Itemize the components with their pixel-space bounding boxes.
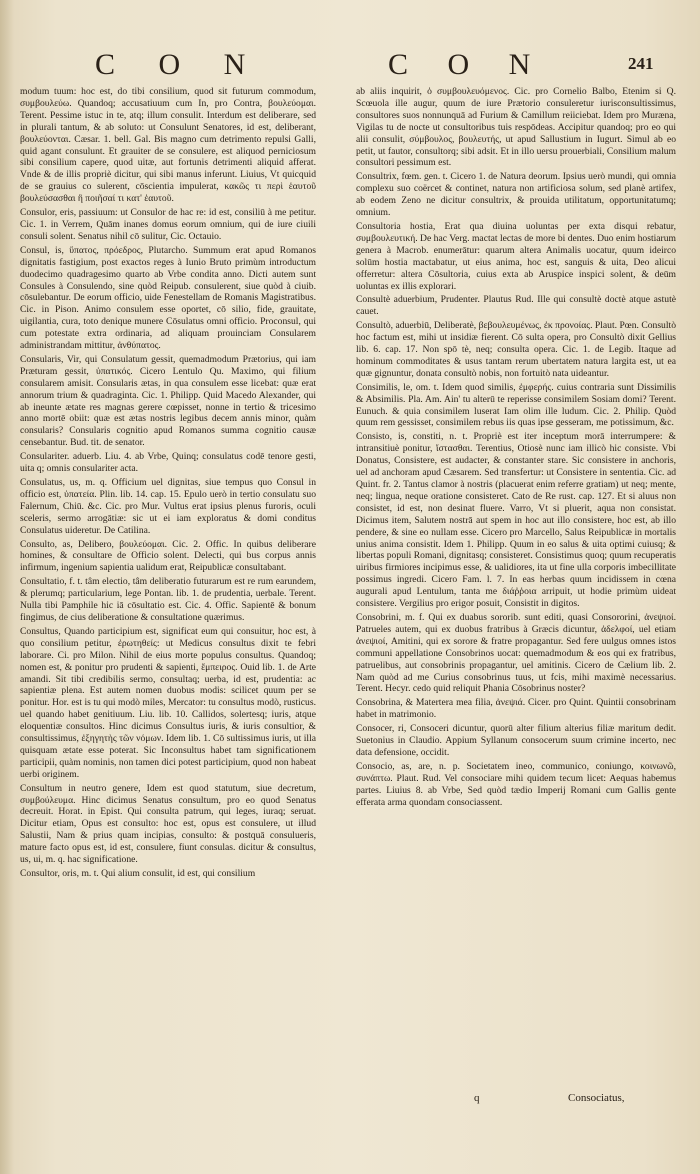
dictionary-entry: modum tuum: hoc est, do tibi consilium, quod sit futurum commodum, συμβουλεύω. Quandoq; accusatiuum cum In, pro Contra, βουλεύομαι. Terent. Pessime istuc in te, atq; illum consulit. Interdum est deliberare, sed in plurali tantum, & ab soluto: ut Consulunt Senatores, id est, deliberant, βουλεύονται. Cæsar. 1. bell. Gal. Bis magno cum detrimento repulsi Galli, quid agant consulunt. Et grauiter de se consulere, est aliquod perniciosum sibi consilium capere, quod uitæ, aut fortunis detrimenti aliquid afferat. Vnde & de illis propriè dicitur, qui sibi manus inferunt. Liuius, Vt quicquid de se grauius co sulerent, cōscientia impulerat, κακῶς τι περὶ ἑαυτοῦ βουλεύσασθαι ἢ ποιῆσαί τι κατ' ἑαυτοῦ. (20, 86, 316, 205)
dictionary-entry: Consultus, Quando participium est, significat eum qui consuitur, hoc est, à quo consilium petitur, ἐρωτηθείς: ut Medicus consultus dixit te febri laborare. Ci. pro Milon. Nihil de eius morte populus consultus. Quandoq; nomen est, & ponitur pro prudenti & sapienti, ἔμπειρος. Ouid lib. 1. de Arte amandi. Sit tibi credibilis sermo, consultaq; uerba, id est, prudentia: ac sapientiæ plena. Est autem nomen duobus modis: scilicet quum per se ponitur. Hor. est is tu qui modò miles, Mercator: tu consultus modò, rusticus. uel quando habet genitiuum. Liu. lib. 10. Callidos, solertesq; iuris, atque eloquentiæ consultos. Hinc dicimus Consultus iuris, & iuris consultior, & consultissimus, ἐξηγητὴς τῶν νόμων. Idem lib. 1. Cō sultissimus iuris, ut illa quisquam ætate esse poterat. Sic Inconsultus habet tam significationem participii, quàm nominis, non tamen dici potest participium, quod non habeat uerbi originem. (20, 625, 316, 780)
dictionary-entry: Consultrix, fœm. gen. t. Cicero 1. de Natura deorum. Ipsius uerò mundi, qui omnia complexu suo coërcet & continet, natura non artificiosa solum, sed planè artifex, ab eodem Zeno ne dicitur consultrix, & prouida utilitatum, opportunitatumq; omnium. (356, 171, 676, 219)
dictionary-entry: Consultò, aduerbiū, Deliberatè, βεβουλευμένως, ἐκ προνοίας. Plaut. Pœn. Consultò hoc factum est, mihi ut insidiæ fierent. Cō sulta opera, pro Consultò dixit Gellius lib. 6. cap. 17. Non spō tè, neq; consulta opera. Cic. 1. de Legib. Itaque ad hominum commoditates & usus tantam rerum ubertatem natura largita est, ut ea quæ gignuntur, donata consultò nobis, non fortuitò nata uideantur. (356, 320, 676, 379)
dictionary-entry: Consisto, is, constiti, n. t. Propriè est iter inceptum morā interrumpere: & intransitiuè ponitur, ἵστασθαι. Terentius, Otiosè nunc iam illicò hic consiste. Vbi Donatus, Consistere, est audacter, & constanter stare. Sic consistere in anchoris, uel ad anchoram apud Cæsarem. Sed transfertur: ut Consistere in sententia. Cic. ad Quint. fr. 2. Tantus clamor à nostris (placuerat enim referre gratiam) ut neq; mente, neq; lingua, neque oratione consisteret. Cato de Re rust. cap. 127. Et si aluus non consistet, id est, non desinat fluere. Varro, Vt si pluerit, aqua non consistat. Dicimus item, Salutem nostrā aut spem in hoc aut illo consistere, hoc est, ab illo pendere, & sine eo nullam esse. Cicero pro Marcello, Salus Reipublicæ in mortalis unius anima consistit. Idem 1. Philipp. Quum in eo salus & uita optimi cuiusq; & libertas populi Romani, dignitasq; consisteret. Consistimus quoq; quum recuperatis uiribus firmiores incipimus esse, & ualidiores, ita ut fine ulla corporis imbecillitate possimus ingredi. Cicero Fam. l. 7. In eas herbas quum incidissem in cœna augurali apud Lentulum, tanta me διάῤῥοια arripuit, ut hodie primùm uideat consistere. Vergilius pro erigor posuit, Consistit in digitos. (356, 431, 676, 610)
dictionary-entry: Consulto, as, Delibero, βουλεύομαι. Cic. 2. Offic. In quibus deliberare homines, & consultare de Officio solent. Delecti, qui bus corpus annis infirmum, ingenium sapientia ualidum erat, Reipublicæ consultabant. (20, 538, 316, 574)
right-column (356, 86, 676, 1096)
catchword: Consociatus, (568, 1092, 625, 1104)
left-column (20, 86, 316, 1156)
dictionary-entry: Consultoria hostia, Erat qua diuina uoluntas per exta disqui rebatur, συμβουλευτική. De hac Verg. mactat lectas de more bi dentes. Duo enim hostiarum genera à Macrob. enumerātur: quarum altera Animalis uocatur, quum ideirco solūm hostia mactabatur, ut eius anima, hoc est, sanguis & uita, Deo alicui offerretur: altera Cōsultoria, cuius exta ab Aruspice inspici solent, & deūm uoluntas ex illis explorari. (356, 220, 676, 292)
dictionary-entry: Consultor, oris, m. t. Qui alium consulit, id est, qui consilium (20, 868, 256, 879)
dictionary-entry: Consocio, as, are, n. p. Societatem ineo, communico, coniungo, κοινωνῶ, συνάπτω. Plaut. Rud. Vel consociare mihi quidem tecum licet: Aequas habemus partes. Liuius 8. ab Vrbe, Sed quòd tædio Imperij Romani cum Gallis gente efferata arma quondam consociassent. (356, 760, 676, 808)
page-number: 241 (628, 54, 654, 73)
running-header (0, 48, 700, 84)
signature-mark: q (474, 1092, 480, 1104)
page-footer (356, 1092, 676, 1108)
header-left-title: C O N (95, 48, 264, 81)
dictionary-entry: Consocer, ri, Consoceri dicuntur, quorū alter filium alterius filiæ maritum dedit. Suetonius in Claudio. Appium Syllanum consocerum suum crimine incerto, nec data defensione, occidit. (356, 723, 676, 758)
dictionary-entry: Consularis, Vir, qui Consulatum gessit, quemadmodum Prætorius, qui iam Præturam gessit, ὑπατικός. Cicero Lentulo Qu. Maximo, qui filium consularem amisit. Consularis ætas, in qua consulem esse licebat: quæ erat annorum trium & quadraginta. Cic. 1. Philipp. Quid Macedo Alexander, qui ab ineunte ætate res magnas gerere cœpisset, nonne in tertio & tricesimo anno mortē obiit: quæ est ætas nostris legibus decem annis minor, quàm consularis? Consularis cognitio apud Romanos summa cognitio causæ censebantur. Bud. tit. de senator. (20, 353, 316, 449)
dictionary-entry: Consultum in neutro genere, Idem est quod statutum, siue decretum, συμβούλευμα. Hinc dicimus Senatus consultum, pro eo quod Senatus decreuit. Horat. in Epist. Qui consulta patrum, qui leges, iuraq; seruat. Dicitur etiam, Opus est consulto: hoc est, opus est consulere, ut illud Salustii, Nam & prius quam incipias, consulto: & postquā consulueris, mature facto opus est, id est, consulere, fiunt consulas. dicitur & consultus, us, ui, m. q. hac significatione. (20, 782, 316, 866)
page-gutter-shadow (0, 0, 14, 1174)
dictionary-entry: ab aliis inquirit, ὁ συμβουλευόμενος. Cic. pro Cornelio Balbo, Etenim si Q. Scœuola ille augur, quum de iure Prætorio consuleretur iurisconsultissimus, consultores suos nonnunquā ad Furium & Camillum reiiciebat. Idem pro Muræna, Vigilas tu de nocte ut consultoribus tuis respōdeas. Accipitur quandoq; pro eo qui alii consulit, σύμβουλος, βουλευτής, ut apud Sallustium in Iugurt. Simul ab eo petit, ut fautor, consultorq; sibi adsit. Et in illo uersu prouerbiali, Consilium malum consultori pessimum est. (356, 86, 676, 169)
dictionary-entry: Consultè aduerbium, Prudenter. Plautus Rud. Ille qui consultè doctè atque astutè cauet. (356, 294, 676, 318)
dictionary-entry: Consul, is, ὕπατος, πρόεδρος, Plutarcho. Summum erat apud Romanos dignitatis fastigium, post exactos reges à Iunio Bruto primùm introductum duodecimo quadragesimo quarto ab Vrbe condita anno. Dicti autem sunt Consules à Consulendo, sine quòd Reipub. consulerent, siue quòd à ciuib. cōsulebantur. De eorum officio, uide Fenestellam de Romanis Magistratibus. Cic. in Pison. Animo consulem esse oportet, cō silio, fide, grauitate, uigilantia, cura, toto denique munere Cōsulatus omni officio. Proconsul, qui cum potestate extra ordinaria, ad aliquam prouinciam Consularem administrandam mittitur, ἀνθύπατος. (20, 244, 316, 352)
dictionary-entry: Consobrina, & Matertera mea filia, ἀνεψιά. Cicer. pro Quint. Quintii consobrinam habet in matrimonio. (356, 697, 676, 721)
dictionary-entry: Consulariter. aduerb. Liu. 4. ab Vrbe, Quinq; consulatus codē tenore gesti, uita q; omnis consulariter acta. (20, 451, 316, 475)
dictionary-entry: Consultatio, f. t. tâm electio, tâm deliberatio futurarum est re rum earundem, & plerumq; particularium, lege Pontan. lib. 1. de prudentia, uerbale. Terent. Nulla tibi Pamphile hic iā cōsultatio est. Cic. 4. Offic. Sapientē & bonum fingimus, de cius deliberatione & consultatione quærimus. (20, 576, 316, 623)
dictionary-entry: Consulor, eris, passiuum: ut Consulor de hac re: id est, consiliū à me petitur. Cic. 1. in Verrem, Quām inanes domus eorum omnium, qui de iure ciuili consuli solent. Senatus nihil cō sulitur, Cic. Octauio. (20, 207, 316, 242)
header-right-title: C O N (388, 48, 547, 81)
dictionary-entry: Consobrini, m. f. Qui ex duabus sororib. sunt editi, quasi Consororini, ἀνεψιοί. Patrueles autem, qui ex duobus fratribus à Græcis dicuntur, ἀδελφοί, uel etiam ἀνεψιοί, Amitini, qui ex sorore & fratre propagantur. Sed fere uulgus omnes istos communi appellatione Consobrinos uocat: quemadmodum & eos qui ex fratribus, patruelibus, aut consobrinis propagantur, uel amitinis. Cicero de Cælium lib. 2. Nam quòd ad me Curius consobrinus tuus, ut fcis, mihi maximè necessarius. Terent. Hecyr. cedo quid reliquit Phania Cōsobrinus noster? (356, 611, 676, 695)
dictionary-entry: Consimilis, le, om. t. Idem quod similis, ἐμφερής. cuius contraria sunt Dissimilis & Absimilis. Pla. Am. Ain' tu alterū te reperisse consimilem Sosiam domi? Terent. Eunuch. & quia consimilem luserat Iam olim ille ludum. Cic. 2. Philip. Quòd quum rem gessisset, consimilem rebus iis quas ipse gesseram, me potissimum, &c. (356, 381, 676, 429)
dictionary-entry: Consulatus, us, m. q. Officium uel dignitas, siue tempus quo Consul in officio est, ὑπατεία. Plin. lib. 14. cap. 15. Epulo uerò in tertio consulatu suo Falernum, Chiū. &c. Cic. pro Mur. Vultus erat ipsius plenus furoris, oculi sceleris, sermo arrogātiæ: sic ut ei iam exploratus & domi conditus Consulatus uideretur. De Catilina. (20, 477, 316, 536)
